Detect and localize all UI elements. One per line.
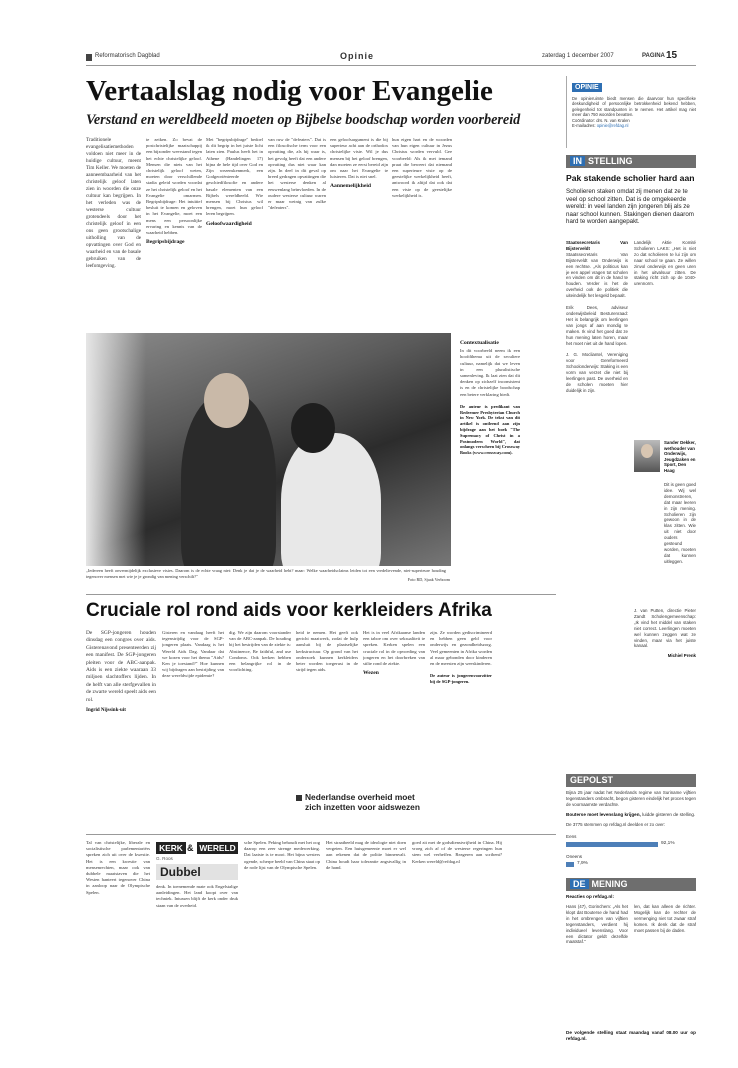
instelling-author: Michiel Prenk (667, 653, 696, 659)
de-mening-footer: De volgende stelling staat maandag vanaf 08.00 uur op refdag.nl. (566, 1030, 696, 1041)
gepolst-question (566, 812, 696, 820)
section-name: Opinie (340, 51, 375, 61)
opinie-title-text: OPINIE (575, 84, 599, 91)
poll-label-eens: Eens (566, 834, 577, 839)
article2-col-6 (430, 630, 492, 830)
article-col-7 (460, 340, 520, 590)
article-photo (86, 333, 451, 566)
col-2-heading: Begripsbijdrage (146, 239, 185, 246)
gepolst-question-bold: Bouterse moet levenslang krijgen, (566, 812, 641, 817)
de-mening-subtitle: Reacties op refdag.nl: (566, 894, 614, 899)
de-mening-col-2: len, dat kan alleen de richter. Mogelijk kan de rechter de vermenging niet tot zwaar straf komen. Ik denk dat de straf moet passen bij de daden. (634, 904, 696, 933)
instelling-statement: Scholieren staken omdat zij menen dat ze te veel op school zitten. Dat is de omgekeerde wereld: in veel landen zijn jongeren blij als ze naar school kunnen. Stakingen dienen daarom hard te worden aangepakt. (566, 188, 694, 226)
article2-col-2: Gisteren en vandaag heeft het tegenstrijdig voor de SGP-jongeren plaats. Vandaag is het Wereld Aids Dag. Vandaar dat we kozen voor het thema "Aids? Ken je toestand?" Hoe kunnen wij bijdragen aan bestrijding van deze wereldwijde epidemie? (162, 630, 224, 679)
article-col-6: hun eigen hart en de woorden van hun eigen cultuur in Jezus Christus worden vervuld. Gee voorbeeld: Als ik met iemand praat die beweert dat niemand een superieure visie op de geestelijke werkelijkheid heeft, antwoord ik altijd dat ook dat een visie op de geestelijke werkelijkheid is. (392, 137, 452, 198)
kerk-label: KERK (156, 842, 186, 854)
person-right-head (291, 403, 335, 453)
email-label: E-mailadres: (572, 123, 596, 129)
divider (86, 594, 556, 595)
instelling-in: IN (570, 156, 585, 166)
instelling-col-2c-text: J. van Putten, directie Pieter Zandt Scholengemeenschap: „Ik vind het middel van staken niet correct. Leerlingen moeten wel kunnen zeggen wat ze vinden, maar via het juiste kanaal. (634, 608, 696, 649)
article2-byline: Ingrid Nijssink-uit (86, 708, 126, 714)
gepolst-total: De 3775 stemmen op refdag.nl deelden er zo over: (566, 822, 666, 827)
instelling-col-2-text: Landelijk Aktie Komité Scholieren LAKS: „Het is niet zo dat scholieren te lui zijn om naar school te gaan. Ze willen zinvol onderwijs en geen uren in het uitvalsuur zitten. De staking richt zich op de 1040-urennorm. (634, 240, 696, 287)
poll-row-oneens (566, 854, 696, 872)
photo-caption: „Iedereen heeft onvermijdelijk exclusieve visies. Daarom is de echte vraag niet: Denk je dat je de waarheid hebt? maar: Welke waarheidsclaims leiden tot een vredelievende, niet-superieure houding tegenover mensen met wie je je grondig van mening verschilt?" (86, 568, 446, 579)
poll-value-oneens: 7,9% (577, 861, 588, 866)
person-name: Sander Dekker, wethouder van Onderwijs, Jeugdzaken en Sport, Den Haag (664, 440, 696, 473)
article2-callout (296, 792, 426, 822)
article-col-1: Traditionele evangelisatiemethoden voldoen niet meer in de huidige cultuur, meent Tim Keller. We moeten de aanneembaarheid van het christelijk geloof laten zien in woorden die onze cultuur kan begrijpen. In het verleden was de westerse cultuur grotendeels door het christelijk geloof in een ons geen grootschalige uitholling van de opvattingen over God en waarheid en van de basale gebruiken van de leefomgeving. (86, 137, 141, 269)
kerk-col-1: Tal van christelijke, liberale en socialistische parlementariërs spreken zich uit over de kwestie. Het is een kwestie van mensenrechten, maar ook van dubbele maatstaven die het Westen hanteert tegenover China in aanloop naar de Olympische Spelen. (86, 840, 150, 895)
email-link[interactable]: opinie@refdag.nl (596, 123, 629, 129)
paper-name: Reformatorisch Dagblad (95, 53, 160, 59)
opinie-text: De opinieruimte biedt mensen die daarvoor hun specifieke deskundigheid of persoonlijke betrokkenheid bekend hebben, gelegenheid tot standpunten in te nemen. Het artikel mag niet meer dan 750 woorden bevatten. (572, 96, 696, 118)
masthead-logo-icon (86, 54, 92, 61)
instelling-bar (566, 155, 696, 168)
opinie-title (572, 83, 602, 92)
kerk-col-3: sche Spelen. Peking behoudt met het oog daarop een zeer strenge medewerking. Dat laatste is te mooi. Het bijna westers ogende, scherpe beeld van China staat op de rode lijst van de Olympische Spelen. (244, 840, 320, 870)
article2-col-3: dig. We zijn daarom voorstander van de ABC-aanpak. De houding bij het bestrijden van de ziekte is: Abstinence, Be faithful, and use Condoms. Ook kerken hebben een belangrijke rol in de voorlichting. (229, 630, 291, 673)
callout-square-icon (296, 795, 302, 801)
article-col-4: van ruw de "defeaters". Dat is een filosofische term voor een opvatting die, als hij waar is, het gevolg heeft dat een andere opvatting dus niet waar kan zijn. In deel in dit geval op breed gedragen opvattingen die het westerse denken al eeuwenlang beïnvloeden. In de oudere westerse cultuur waren er maar weinig van zulke "defeaters". (268, 137, 326, 211)
poll-bar-eens (566, 842, 658, 847)
page-number: 15 (666, 50, 678, 61)
article-headline: Vertaalslag nodig voor Evangelie (86, 75, 493, 107)
kerk-col-4: Het straatbeeld mag de ideologie niet doen vergeten. Een huisgemeente moet er wel aan rekenen dat de politie binnenvalt. China houdt haar tolerantie angstvallig in de hand. (326, 840, 406, 870)
gepolst-question-rest: luidde gisteren de stelling. (642, 812, 696, 817)
photo-credit: Foto RD, Sjaak Verboom (407, 577, 450, 582)
photo-light (86, 333, 146, 566)
person-photo-head (641, 444, 653, 458)
poll-value-eens: 92,1% (661, 841, 675, 846)
article-col-3-text: Met "begripsbijdrage" bedoel ik dit begrip in het juiste licht laten zien. Paulus heeft het in Athene (Handelingen 17) bijna de hele tijd over God en Zijn wezenskenmerk, een Godgeoriënteerde geschiedfilosofie en andere basale elementen van een Bijbels wereldbeeld. Wie mensen bij Christus wil brengen, moet hun geloof leren begrijpen. (206, 137, 263, 217)
ampersand-label: & (187, 843, 194, 853)
instelling-col-2 (634, 240, 696, 440)
poll-label-oneens: Oneens (566, 854, 583, 859)
kerk-wereld-heading (156, 864, 238, 880)
kerk-col-2: denk. In toenemende mate ook Engelstalige aanleidingen. Het land koopt over van techniek. Intussen blijft de kerk onder druk staan van de overheid. (156, 884, 238, 908)
callout-text: Nederlandse overheid moet zich inzetten voor aidswezen (305, 792, 420, 813)
gepolst-intro: Bijna 25 jaar nadat het Nederlands regime van Suriname vijftien tegenstanders ombracht, begon gisteren eindelijk het proces tegen de voornaamste verdachte. (566, 790, 696, 807)
gepolst-title: GEPOLST (570, 775, 614, 785)
page-label: PAGINA (642, 53, 665, 59)
issue-date: zaterdag 1 december 2007 (542, 53, 614, 59)
article-col-5-text: een geloofsargument is die bij superieur acht aan de orthodox christelijke visie. Wil je dus mensen bij het geloof brengen, dan moeten ze eerst bereid zijn om naar het Evangelie te luisteren. Dat is niet snel. (330, 137, 388, 180)
col-7-heading: Contextualisatie (460, 340, 499, 346)
person-left-head (204, 373, 249, 428)
instelling-title: STELLING (588, 156, 633, 166)
instelling-col-2c (634, 608, 696, 768)
instelling-col-1b: Erik Dees, adviseur onderwijsbeleid Besturenraad: Het is belangrijk om leerlingen van jongs af aan mondig te maken. Ik vind het goed dat ze hun mening laten horen, maar het moet niet uit de hand lopen. (566, 305, 628, 346)
person-right-figure (281, 433, 381, 566)
article2-col-5-text: Het is in veel Afrikaanse landen een taboe om over seksualiteit te spreken. Kerken spelen een cruciale rol in de opvoeding van jongeren en het doorbreken van stilte rond de ziekte. (363, 630, 425, 667)
person-photo (634, 440, 660, 472)
divider-2 (86, 834, 556, 835)
kerk-wereld-byline: G. Roos (156, 856, 173, 861)
kerk-wereld-heading-text: Dubbel (160, 865, 201, 879)
article2-col-1 (86, 630, 156, 830)
article2-author-note: De auteur is jongerenvoorzitter bij de SGP-jongeren. (430, 673, 492, 685)
article2-col-4: heid te nemen. Het geeft ook gericht maatwerk, zodat de hulp aansluit bij de plaatselijke kerkstructuur. Op grond van het onderzoek kunnen kerkleiders beter worden toegerust in de strijd tegen aids. (296, 630, 358, 673)
article-col-2 (146, 137, 202, 331)
poll-row-eens (566, 834, 696, 852)
poll-bar-oneens (566, 862, 574, 867)
contact-name: drs. N. van Kralen (596, 117, 630, 123)
kerk-col-5: goed zit met de godsdienstvrijheid in China. Hij vroeg zich af of de westerse regeringen hun stem wel verheffen. Reageren aan scribent? Kerken wereld@refdag.nl (412, 840, 502, 864)
instelling-col-1-text: Staatssecretaris Van Bijsterveldt van Onderwijs is een rechtse. „Als politicus kan je een appel vragen tot scholen en vinden om dit in de hand te houden. Verder is het de overheid ook de politiek die uiteindelijk het lesgeld bepaalt. (566, 251, 628, 299)
col-3-heading: Geloofwaardigheid (206, 220, 252, 227)
article-subhead: Verstand en wereldbeeld moeten op Bijbelse boodschap worden voorbereid (86, 112, 521, 128)
masthead (86, 50, 696, 66)
instelling-col-1-name: Staatssecretaris Van Bijsterveldt (566, 240, 628, 251)
opinie-box (566, 76, 696, 148)
de-mening-title: MENING (591, 879, 628, 889)
article-col-2-text: te zeiken. Zo bevat de postchristelijke maatschappij een bijzonder weerstand tegen het echte christelijke geloof. Mensen die niets van het christelijk geloof weten, moeten door verschillende stadia geleid worden voordat ze het christelijk geloof en het Evangelie omarmen. Begripsbijdrage: Het intuïtief besluit te komen en geloven in het Evangelie, moet een mens een persoonlijke ervaring en kennis van de waarheid hebben. (146, 137, 202, 236)
wereld-label: WERELD (197, 842, 238, 854)
article2-col-5-heading: Wezen (363, 670, 379, 677)
article2-col-1-text: De SGP-jongeren houden dinsdag een congres over aids. Gisterenavond presenteerden zij een manifest. De SGP-jongeren pleiten voor de ABC-aanpak. Aids is een ziekte waaraan 33 miljoen slachtoffers lijden. In de helft van alle sterfgevallen in de zwarte wereld speelt aids een rol. (86, 630, 156, 703)
gepolst-bar (566, 774, 696, 787)
article2-col-6-text: zijn. Ze worden gediscrimineerd en hebben geen geld voor onderwijs en gezondheidszorg. Veel gemeenten in Afrika worden al maar gebonden door kinderen en de meesten zijn weeskinderen. (430, 630, 492, 667)
de-mening-col-1: Hans (47), Gorinchem: „Als het klopt dat Bouterse de hand had in het ombrengen van vijftien tegenstanders, verdient hij individueel levenslang. Voor een dictator geldt dezelfde maatstaf." (566, 904, 628, 945)
de-mening-bar (566, 878, 696, 891)
article-col-3 (206, 137, 263, 331)
de-mening-de: DE (570, 879, 589, 889)
contact-label: Coördinator: (572, 117, 596, 123)
instelling-headline: Pak stakende scholier hard aan (566, 173, 695, 183)
author-note: De auteur is predikant van Redeemer Presbyterian Church in New York. De tekst van dit artikel is ontleend aan zijn bijdrage aan het boek "The Supremacy of Christ in a Postmodern World", dat onlangs verscheen bij Crossway Books (www.crossway.com). (460, 403, 520, 456)
instelling-col-1c: J. G. Mocliantel, Vereniging voor Gereformeerd Schoolonderwijs: Staking is een vorm van verzet die niet bij leerlingen past. De overheid en de scholen moeten hier duidelijk in zijn. (566, 352, 628, 393)
opinie-email-row (572, 123, 696, 128)
col-5-heading: Aannemelijkheid (330, 183, 372, 190)
article2-headline: Cruciale rol rond aids voor kerkleiders Afrika (86, 600, 492, 621)
article-col-7-text: In dit voorbeeld neem ik een hoofdthema uit de seculiere cultuur, namelijk dat we leven in een pluralistische samenleving. Ik laat zien dat dit denken op zichzelf inconsistent is en de christelijke boodschap een betere verklaring biedt. (460, 348, 520, 397)
person-statement: Dit is geen goed idee. Wij wel demonstreren, dat maar leeren in zijn mening. Scholieren zijn gewoon in de klas zitten. Wie uit niet door ouders gesteund worden, moeten dat kunnen uitleggen. (664, 482, 696, 564)
article-col-5 (330, 137, 388, 331)
kerk-wereld-logo (156, 842, 238, 854)
